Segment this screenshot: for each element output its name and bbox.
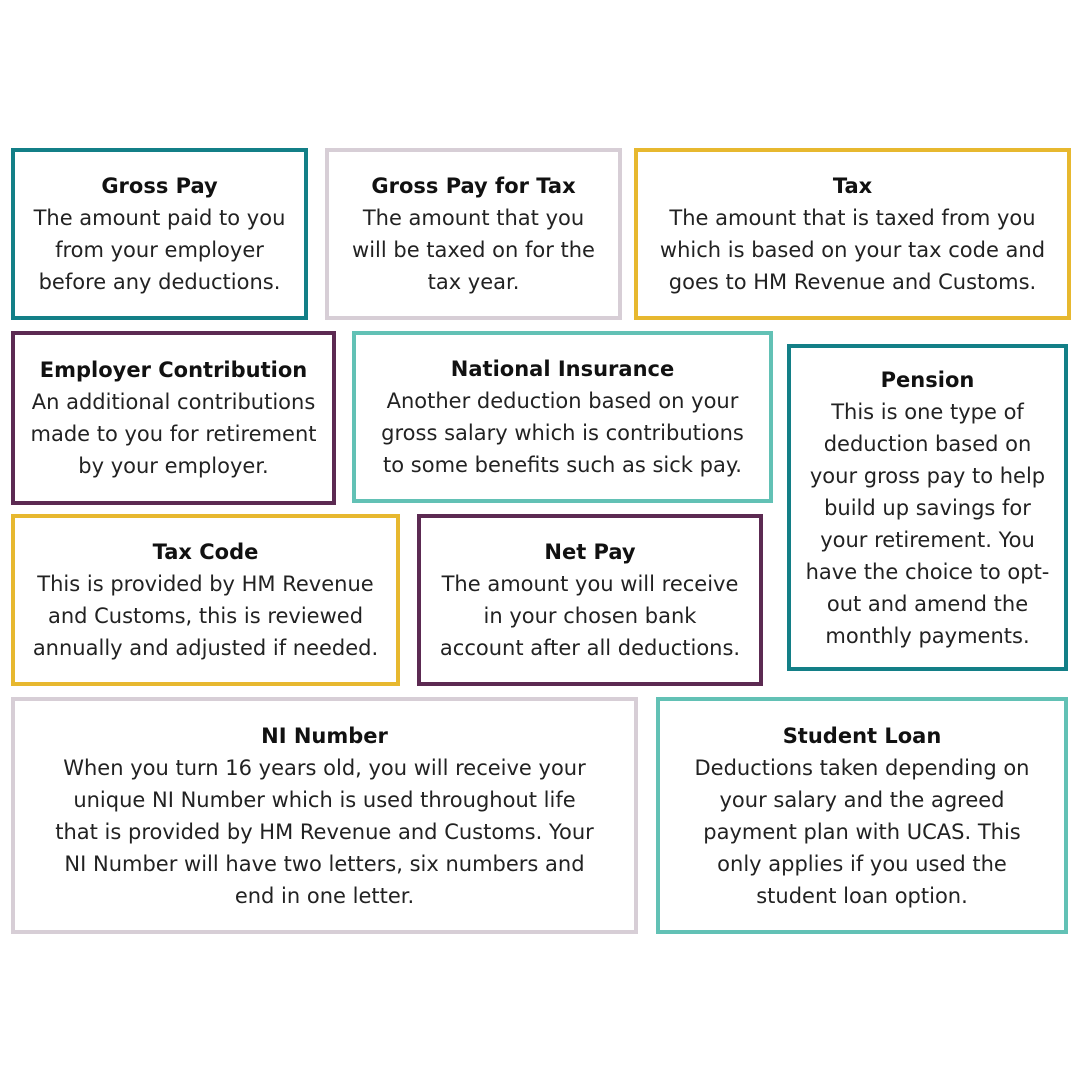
card-title: National Insurance (450, 357, 675, 381)
card-title: Pension (880, 367, 975, 392)
card-body: An additional contributions made to you for retirement by your employer. (30, 390, 317, 478)
card-body: This is one type of deduction based on your gross pay to help build up savings for your retirement. You have the choice to opt- out and amend the monthly payments. (805, 399, 1050, 648)
card-title: NI Number (261, 723, 388, 748)
card-title: Employer Contribution (39, 358, 308, 382)
card-tax-code (11, 514, 400, 686)
card-gross-pay (11, 148, 308, 320)
card-tax (634, 148, 1071, 320)
card-employer-contribution (11, 331, 336, 505)
card-body: The amount that you will be taxed on for the tax year. (352, 206, 595, 294)
card-net-pay (417, 514, 763, 686)
card-title: Gross Pay for Tax (371, 174, 576, 198)
card-body: Deductions taken depending on your salary and the agreed payment plan with UCAS. This only applies if you used the student loan option. (694, 755, 1030, 908)
card-title: Tax Code (152, 540, 259, 564)
card-gross-pay-for-tax (325, 148, 622, 320)
card-national-insurance (352, 331, 773, 503)
card-body: The amount that is taxed from you which is based on your tax code and goes to HM Revenue and Customs. (659, 206, 1046, 294)
card-title: Tax (832, 174, 873, 198)
card-title: Student Loan (782, 723, 942, 748)
card-title: Gross Pay (101, 174, 218, 198)
card-student-loan (656, 697, 1068, 934)
card-title: Net Pay (544, 540, 636, 564)
card-body: This is provided by HM Revenue and Customs, this is reviewed annually and adjusted if needed. (32, 572, 379, 660)
card-body: When you turn 16 years old, you will receive your unique NI Number which is used throughout life that is provided by HM Revenue and Customs. Your NI Number will have two letters, six numbers and end in one letter. (55, 755, 594, 908)
card-pension (787, 344, 1068, 671)
card-ni-number (11, 697, 638, 934)
card-body: The amount you will receive in your chosen bank account after all deductions. (439, 572, 741, 660)
card-body: Another deduction based on your gross salary which is contributions to some benefits such as sick pay. (381, 389, 744, 477)
card-body: The amount paid to you from your employer before any deductions. (33, 206, 286, 294)
